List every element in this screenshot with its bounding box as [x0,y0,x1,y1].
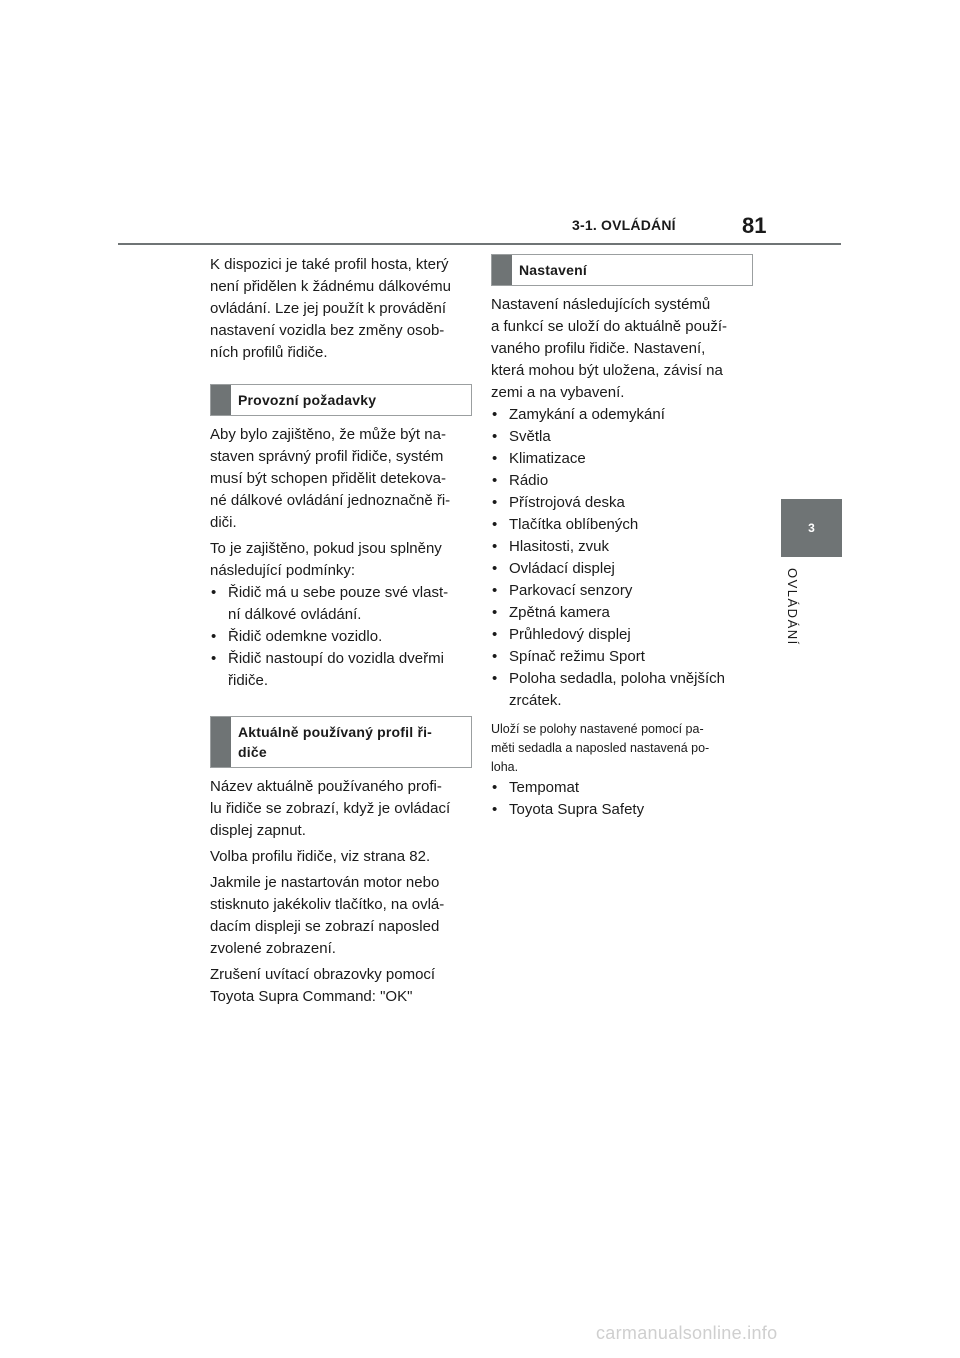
list-item: • Řidič nastoupí do vozidla dveřmi řidiče. [210,648,472,692]
list-item: • Tempomat [491,777,753,799]
list-item: • Zamykání a odemykání [491,404,753,426]
list-item: • Poloha sedadla, poloha vnějších zrcátek. [491,668,753,712]
chapter-label: OVLÁDÁNÍ [785,568,800,646]
heading-box-settings [491,254,753,286]
page-number: 81 [742,213,767,238]
list-item: • Zpětná kamera [491,602,753,624]
list-item: • Tlačítka oblíbených [491,514,753,536]
list-item: • Přístrojová deska [491,492,753,514]
list-item: • Rádio [491,470,753,492]
conditions-list [210,582,472,692]
settings-list-2 [491,777,753,821]
startup-paragraph: Jakmile je nastartován motor nebo stisknuto jakékoliv tlačítko, na ovlá- dacím displeji se zobrazí naposled zvolené zobrazení. [210,874,445,957]
heading-box-current-profile [210,716,472,768]
heading-settings: Nastavení [519,262,587,278]
list-item: • Ovládací displej [491,558,753,580]
profile-selection-paragraph: Volba profilu řidiče, viz strana 82. [210,848,431,865]
watermark-text: carmanualsonline.info [596,1323,778,1343]
header-divider [118,243,841,245]
conditions-paragraph: To je zajištěno, pokud jsou splněny následující podmínky: [210,540,442,579]
list-item: • Toyota Supra Safety [491,799,753,821]
list-item: • Průhledový displej [491,624,753,646]
heading-box-requirements [210,384,472,416]
list-item: • Řidič odemkne vozidlo. [210,626,472,648]
requirements-paragraph: Aby bylo zajištěno, že může být na- staven správný profil řidiče, systém musí být schopen přidělit detekova- né dálkové ovládání jednoznačně ři- diči. [210,426,451,531]
chapter-number: 3 [808,521,815,535]
settings-list [491,404,753,712]
list-item: • Klimatizace [491,448,753,470]
welcome-cancel-paragraph: Zrušení uvítací obrazovky pomocí Toyota Supra Command: "OK" [210,966,436,1005]
list-item: • Spínač režimu Sport [491,646,753,668]
right-column [491,254,753,821]
list-item: • Hlasitosti, zvuk [491,536,753,558]
heading-requirements: Provozní požadavky [238,392,377,408]
list-item: • Světla [491,426,753,448]
heading-bar [211,385,231,415]
section-title: 3-1. OVLÁDÁNÍ [572,217,676,233]
settings-paragraph: Nastavení následujících systémů a funkcí se uloží do aktuálně použí- vaného profilu řidiče. Nastavení, která mohou být uložena, závisí na zemi a na vybavení. [491,296,727,401]
seat-memory-note: Uloží se polohy nastavené pomocí pa- měti sedadla a naposled nastavená po- loha. [491,722,710,774]
left-column [210,254,472,1008]
current-profile-paragraph: Název aktuálně používaného profi- lu řidiče se zobrazí, když je ovládací displej zapnut. [210,778,451,839]
list-item: • Parkovací senzory [491,580,753,602]
heading-bar [211,717,231,767]
heading-current-profile: Aktuálně používaný profil ři- diče [238,724,433,760]
intro-paragraph: K dispozici je také profil hosta, který není přidělen k žádnému dálkovému ovládání. Lze jej použít k provádění nastavení vozidla bez změny osob- ních profilů řidiče. [210,256,451,361]
list-item: • Řidič má u sebe pouze své vlast- ní dálkové ovládání. [210,582,472,626]
chapter-tab [781,499,842,557]
heading-bar [492,255,512,285]
